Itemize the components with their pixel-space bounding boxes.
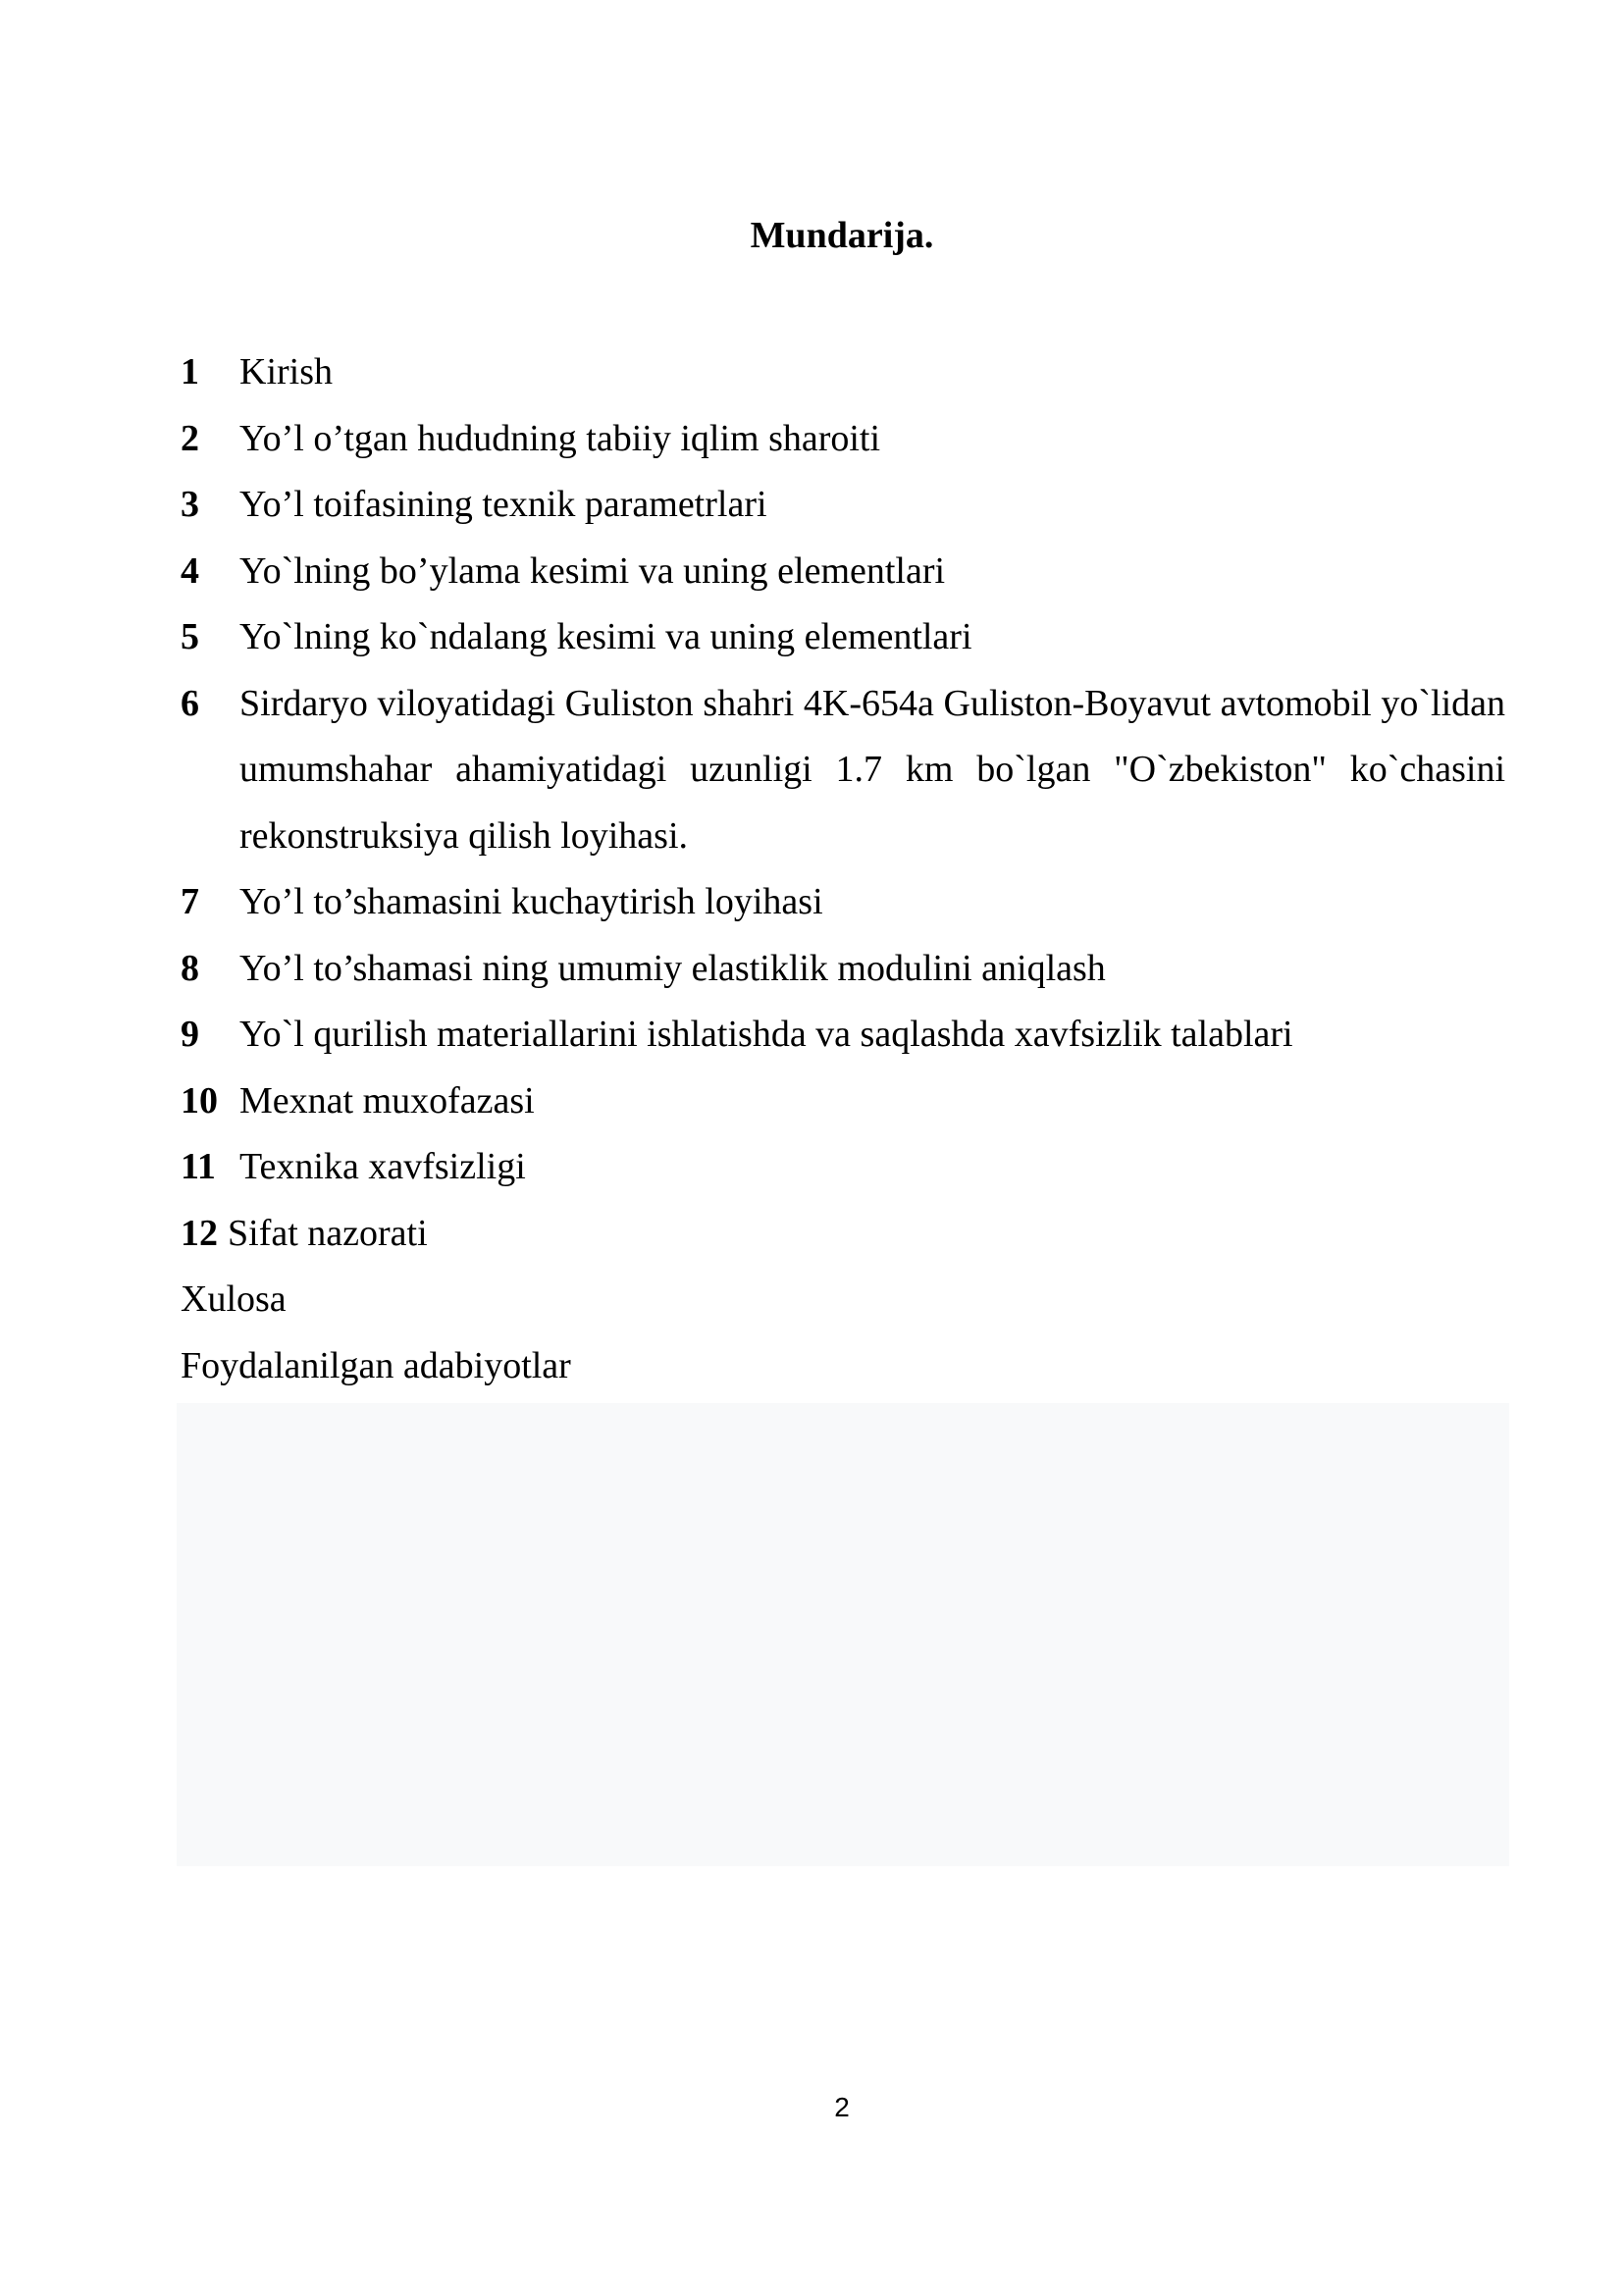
toc-item-text: Sifat nazorati xyxy=(228,1212,428,1254)
toc-item xyxy=(181,339,1505,406)
toc-item-text: Mexnat muxofazasi xyxy=(239,1079,535,1121)
blank-gray-panel xyxy=(177,1403,1509,1866)
toc-item-number: 5 xyxy=(181,616,199,657)
toc-item-number: 11 xyxy=(181,1146,216,1187)
toc-item xyxy=(181,869,1505,936)
toc-item-number: 9 xyxy=(181,1014,199,1055)
toc-conclusion: Xulosa xyxy=(181,1278,287,1320)
toc-item xyxy=(181,539,1505,605)
toc-item-text: Yo’l to’shamasini kuchaytirish loyihasi xyxy=(239,881,823,922)
toc-references: Foydalanilgan adabiyotlar xyxy=(181,1344,571,1386)
toc-item-text: Kirish xyxy=(239,351,333,392)
table-of-contents xyxy=(181,339,1505,1399)
toc-item-number: 1 xyxy=(181,351,199,392)
toc-item-number: 8 xyxy=(181,947,199,989)
toc-item-text: Yo’l toifasining texnik parametrlari xyxy=(239,484,767,525)
page-number: 2 xyxy=(834,2092,850,2122)
toc-item xyxy=(181,1201,1505,1268)
toc-item-text: Sirdaryo viloyatidagi Guliston shahri 4K-654a Guliston-Boyavut avtomobil yo`lidan umumshahar ahamiyatidagi uzunligi 1.7 km bo`lgan "O`zbekiston" ko`chasini rekonstruksiya qilish loyihasi. xyxy=(239,682,1505,857)
page-title: Mundarija. xyxy=(750,215,934,256)
toc-item xyxy=(181,472,1505,539)
toc-item-number: 2 xyxy=(181,417,199,459)
toc-item xyxy=(181,406,1505,473)
toc-item-number: 7 xyxy=(181,881,199,922)
toc-item xyxy=(181,604,1505,671)
toc-item xyxy=(181,1069,1505,1135)
toc-item-number: 12 xyxy=(181,1212,218,1254)
toc-item xyxy=(181,1134,1505,1201)
toc-item-text: Yo`l qurilish materiallarini ishlatishda va saqlashda xavfsizlik talablari xyxy=(239,1014,1293,1055)
toc-item-number: 3 xyxy=(181,484,199,525)
toc-item-number: 6 xyxy=(181,682,199,724)
toc-item-text: Yo’l o’tgan hududning tabiiy iqlim sharoiti xyxy=(239,417,881,459)
toc-item-text: Yo`lning bo’ylama kesimi va uning elementlari xyxy=(239,549,946,592)
toc-item-number: 4 xyxy=(181,549,199,592)
toc-item xyxy=(181,936,1505,1003)
toc-item-text: Yo`lning ko`ndalang kesimi va uning elementlari xyxy=(239,616,972,657)
toc-item-number: 10 xyxy=(181,1079,218,1121)
toc-item-text: Texnika xavfsizligi xyxy=(239,1146,526,1187)
toc-item-text: Yo’l to’shamasi ning umumiy elastiklik modulini aniqlash xyxy=(239,947,1106,989)
toc-item xyxy=(181,671,1505,870)
toc-item xyxy=(181,1002,1505,1069)
